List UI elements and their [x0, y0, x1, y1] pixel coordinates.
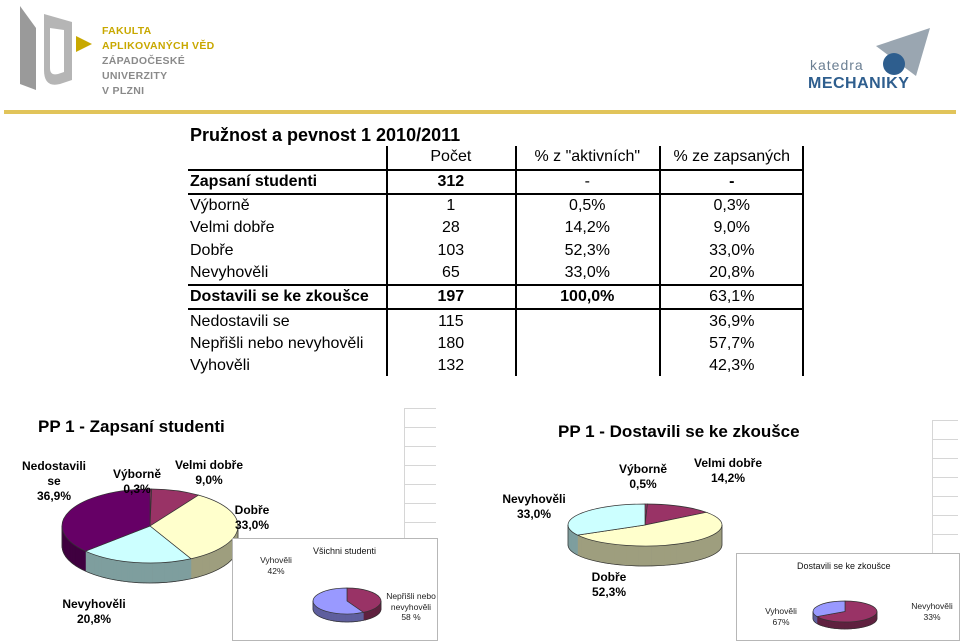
slice-value: 52,3% [592, 585, 626, 599]
pie-slice-side [339, 614, 342, 622]
pie-slice-side [210, 552, 213, 573]
pie-slice-side [336, 613, 339, 621]
table-row [188, 170, 804, 194]
pie-slice-side [681, 543, 686, 564]
row-label: Dostavili se ke zkoušce [188, 285, 387, 309]
pie-slice-side [98, 556, 100, 577]
table-row [188, 239, 804, 261]
pie-slice-side [180, 560, 183, 580]
dept-big-label: MECHANIKY [808, 75, 909, 93]
pie-label [381, 591, 441, 623]
pie-slice-side [828, 620, 831, 628]
row-label: Dobře [188, 239, 387, 261]
slice-name: Dobře [592, 570, 627, 584]
pie-slice-side [603, 543, 608, 564]
pie-slice-side [188, 559, 191, 580]
cell-pct-enrolled: - [660, 170, 804, 194]
table-row [188, 355, 804, 377]
pie-slice-side [639, 546, 645, 566]
pie-slice-side [614, 544, 620, 565]
row-label: Nepřišli nebo nevyhověli [188, 333, 387, 355]
cell-count: 197 [387, 285, 515, 309]
pie-slice-side [152, 563, 155, 583]
pie-label [686, 456, 770, 486]
slice-value: 67% [772, 617, 789, 627]
cell-pct-enrolled: 42,3% [660, 355, 804, 377]
pie-label [909, 601, 955, 622]
pie-slice-side [687, 542, 692, 563]
cell-pct-enrolled: 63,1% [660, 285, 804, 309]
cell-pct-enrolled: 33,0% [660, 239, 804, 261]
row-label: Vyhověli [188, 355, 387, 377]
table-title: Pružnost a pevnost 1 2010/2011 [188, 124, 515, 146]
inset-chart-all [232, 538, 438, 641]
pie-slice-side [216, 549, 219, 570]
pie-slice-side [709, 535, 712, 556]
slice-name: Nevyhověli [911, 601, 953, 611]
cell-count: 312 [387, 170, 515, 194]
cell-pct-active: - [515, 170, 659, 194]
slice-name: Nepřišli nebo nevyhověli [386, 591, 436, 612]
pie-label [16, 459, 92, 504]
pie-slice-side [869, 618, 871, 626]
pie-slice-side [96, 555, 98, 576]
pie-slice-side [866, 619, 868, 627]
column-header: % ze zapsaných [660, 146, 804, 169]
pie-slice-side [670, 544, 676, 565]
pie-label [106, 467, 168, 497]
pie-slice-side [164, 562, 167, 582]
slice-value: 33,0% [235, 518, 269, 532]
pie-slice-side [349, 614, 352, 622]
pie-slice-side [222, 546, 225, 568]
faculty-line: FAKULTA [102, 24, 215, 39]
pie-slice-side [149, 563, 152, 583]
pie-slice-side [712, 534, 715, 556]
pie-slice-side [861, 620, 864, 628]
table-header-row [188, 146, 804, 169]
slice-value: 42% [267, 566, 284, 576]
pie-slice-side [119, 561, 122, 581]
pie-slice-side [664, 545, 670, 565]
pie-label [226, 503, 278, 533]
pie-slice-side [355, 613, 358, 621]
pie-chart-attended [566, 503, 724, 567]
cell-pct-enrolled: 36,9% [660, 309, 804, 332]
pie-slice-side [132, 562, 135, 582]
pie-slice-side [598, 542, 603, 563]
pie-slice-side [172, 561, 175, 581]
pie-slice-side [632, 546, 638, 566]
row-label: Výborně [188, 194, 387, 217]
page-header [0, 0, 960, 112]
cell-count: 65 [387, 262, 515, 285]
pie-slice-side [358, 613, 361, 621]
pie-slice-side [841, 622, 844, 629]
pie-slice-side [651, 546, 657, 566]
pie-slice-side [130, 562, 133, 582]
faculty-line: UNIVERZITY [102, 69, 215, 84]
inset-title: Všichni studenti [313, 546, 376, 556]
table-row [188, 309, 804, 332]
header-rule [4, 110, 956, 114]
pie-slice-side [155, 563, 158, 583]
pie-slice-side [826, 620, 829, 628]
table-divider [515, 146, 517, 376]
pie-slice-side [186, 559, 189, 580]
row-label: Nevyhověli [188, 262, 387, 285]
pie-label [608, 462, 678, 492]
cell-pct-active: 14,2% [515, 217, 659, 239]
pie-chart-attended-small [811, 600, 879, 630]
pie-slice-side [92, 554, 94, 575]
pie-slice-side [321, 609, 323, 618]
pie-slice-side [863, 619, 866, 627]
pie-slice-side [323, 610, 325, 619]
department-mark-icon [876, 26, 932, 78]
pie-slice-side [138, 563, 141, 583]
pie-slice-side [848, 622, 851, 629]
cell-pct-active: 52,3% [515, 239, 659, 261]
slice-name: Vyhověli [260, 555, 292, 565]
pie-slice-side [821, 618, 823, 626]
cell-pct-active [515, 355, 659, 377]
pie-slice-side [73, 544, 76, 566]
faculty-name [102, 24, 215, 99]
pie-slice-side [178, 561, 181, 581]
pie-slice-side [346, 614, 349, 622]
pie-slice-side [227, 543, 229, 565]
pie-slice-side [206, 553, 209, 574]
pie-slice-side [692, 541, 697, 562]
slice-name: Nevyhověli [502, 492, 565, 506]
pie-slice-side [620, 545, 626, 565]
slice-value: 58 % [401, 612, 420, 622]
pie-label [54, 597, 134, 627]
pie-slice-side [326, 611, 328, 620]
cell-pct-active [515, 333, 659, 355]
pie-slice-side [111, 559, 114, 580]
row-label: Velmi dobře [188, 217, 387, 239]
chart-title: PP 1 - Zapsaní studenti [38, 417, 225, 437]
pie-label [498, 492, 570, 522]
slice-value: 33% [923, 612, 940, 622]
pie-slice-side [169, 562, 172, 582]
cell-count: 132 [387, 355, 515, 377]
pie-slice-side [705, 537, 709, 558]
pie-slice-side [835, 621, 838, 628]
pie-slice-side [195, 557, 199, 578]
pie-slice-side [593, 541, 598, 562]
pie-slice-side [854, 621, 857, 628]
cell-count: 1 [387, 194, 515, 217]
pie-slice-side [127, 562, 130, 582]
cell-count: 103 [387, 239, 515, 261]
pie-slice-side [175, 561, 178, 581]
pie-label [168, 458, 250, 488]
pie-slice-side [94, 554, 96, 575]
pie-slice-side [124, 561, 127, 581]
pie-slice-side [69, 540, 71, 562]
pie-slice-side [585, 538, 589, 559]
pie-slice-side [158, 563, 161, 583]
chart-title: PP 1 - Dostavili se ke zkoušce [558, 422, 800, 442]
pie-slice-side [701, 538, 705, 559]
pie-slice-side [715, 532, 717, 554]
results-table [188, 124, 804, 377]
table-row [188, 333, 804, 355]
slice-value: 20,8% [77, 612, 111, 626]
pie-slice-side [352, 614, 355, 622]
pie-slice-side [161, 563, 164, 583]
pie-slice-side [342, 614, 345, 622]
pie-slice-side [219, 548, 222, 570]
slice-value: 33,0% [517, 507, 551, 521]
pie-slice-side [191, 558, 195, 579]
pie-label [253, 555, 299, 576]
slice-value: 0,3% [123, 482, 150, 496]
column-header: % z "aktivních" [515, 146, 659, 169]
slice-name: Výborně [619, 462, 667, 476]
slice-name: Velmi dobře [175, 458, 243, 472]
slice-name: Velmi dobře [694, 456, 762, 470]
pie-slice-side [106, 558, 109, 579]
pie-slice-side [76, 546, 79, 568]
cell-pct-active [515, 309, 659, 332]
cell-pct-active: 100,0% [515, 285, 659, 309]
pie-slice-side [838, 622, 841, 629]
slice-value: 9,0% [195, 473, 222, 487]
inset-chart-attended [736, 553, 960, 641]
pie-slice-side [101, 557, 103, 578]
cell-count: 180 [387, 333, 515, 355]
pie-slice-side [144, 563, 147, 583]
faculty-line: ZÁPADOČESKÉ [102, 54, 215, 69]
cell-count: 115 [387, 309, 515, 332]
pie-slice-side [626, 545, 632, 565]
pie-slice-side [858, 621, 861, 628]
pie-slice-side [71, 542, 73, 564]
pie-slice-side [658, 545, 664, 565]
cell-pct-enrolled: 0,3% [660, 194, 804, 217]
table-row [188, 217, 804, 239]
pie-slice-side [581, 537, 585, 558]
faculty-line: APLIKOVANÝCH VĚD [102, 39, 215, 54]
pie-slice-side [333, 613, 336, 621]
pie-slice-side [589, 539, 593, 560]
pie-slice-side [697, 539, 701, 560]
cell-pct-enrolled: 9,0% [660, 217, 804, 239]
slice-value: 0,5% [629, 477, 656, 491]
pie-slice-side [113, 560, 116, 580]
cell-pct-enrolled: 20,8% [660, 262, 804, 285]
slice-name: Nevyhověli [62, 597, 125, 611]
pie-slice-side [103, 557, 105, 578]
pie-chart-all [311, 587, 383, 623]
pie-slice-side [645, 546, 651, 566]
pie-label [584, 570, 634, 600]
slice-name: Dobře [235, 503, 270, 517]
pie-slice-side [819, 617, 821, 625]
dept-small-label: katedra [810, 57, 864, 73]
table-row [188, 285, 804, 309]
slice-name: Vyhověli [765, 606, 797, 616]
pie-slice-side [79, 548, 82, 570]
inset-title: Dostavili se ke zkoušce [797, 561, 891, 571]
row-label: Zapsaní studenti [188, 170, 387, 194]
pie-slice-side [213, 551, 216, 572]
pie-slice-side [116, 560, 119, 580]
cell-count: 28 [387, 217, 515, 239]
slice-name: Výborně [113, 467, 161, 481]
pie-slice-side [844, 622, 847, 629]
slice-value: 36,9% [37, 489, 71, 503]
faculty-line: V PLZNI [102, 84, 215, 99]
table-divider [386, 146, 388, 376]
table-divider [659, 146, 661, 376]
pie-slice-side [121, 561, 124, 581]
pie-slice-side [203, 555, 207, 576]
pie-slice-side [823, 619, 826, 627]
table-row [188, 194, 804, 217]
pie-slice-side [331, 612, 334, 621]
pie-slice-side [183, 560, 186, 580]
row-label: Nedostavili se [188, 309, 387, 332]
pie-slice-side [609, 543, 615, 564]
pie-slice-side [82, 550, 85, 572]
pie-label [763, 606, 799, 627]
pie-slice-side [831, 621, 834, 628]
pie-slice-side [361, 612, 364, 621]
department-logo [806, 26, 936, 100]
cell-pct-active: 33,0% [515, 262, 659, 285]
pie-slice-side [167, 562, 170, 582]
pie-slice-side [578, 535, 581, 556]
pie-slice-side [199, 556, 203, 577]
slice-name: Nedostavili se [22, 459, 86, 488]
pie-slice-side [224, 544, 226, 566]
table-row [188, 262, 804, 285]
pie-slice-side [328, 612, 331, 621]
pie-slice-side [147, 563, 150, 583]
pie-slice-side [108, 559, 111, 580]
pie-slice-side [135, 562, 138, 582]
table-divider [802, 146, 804, 376]
cell-pct-active: 0,5% [515, 194, 659, 217]
pie-slice-side [87, 552, 89, 573]
pie-slice-side [851, 622, 854, 629]
pie-slice-side [676, 544, 682, 565]
cell-pct-enrolled: 57,7% [660, 333, 804, 355]
pie-slice-side [90, 553, 92, 574]
pie-slice-side [141, 563, 144, 583]
column-header: Počet [387, 146, 515, 169]
slice-value: 14,2% [711, 471, 745, 485]
